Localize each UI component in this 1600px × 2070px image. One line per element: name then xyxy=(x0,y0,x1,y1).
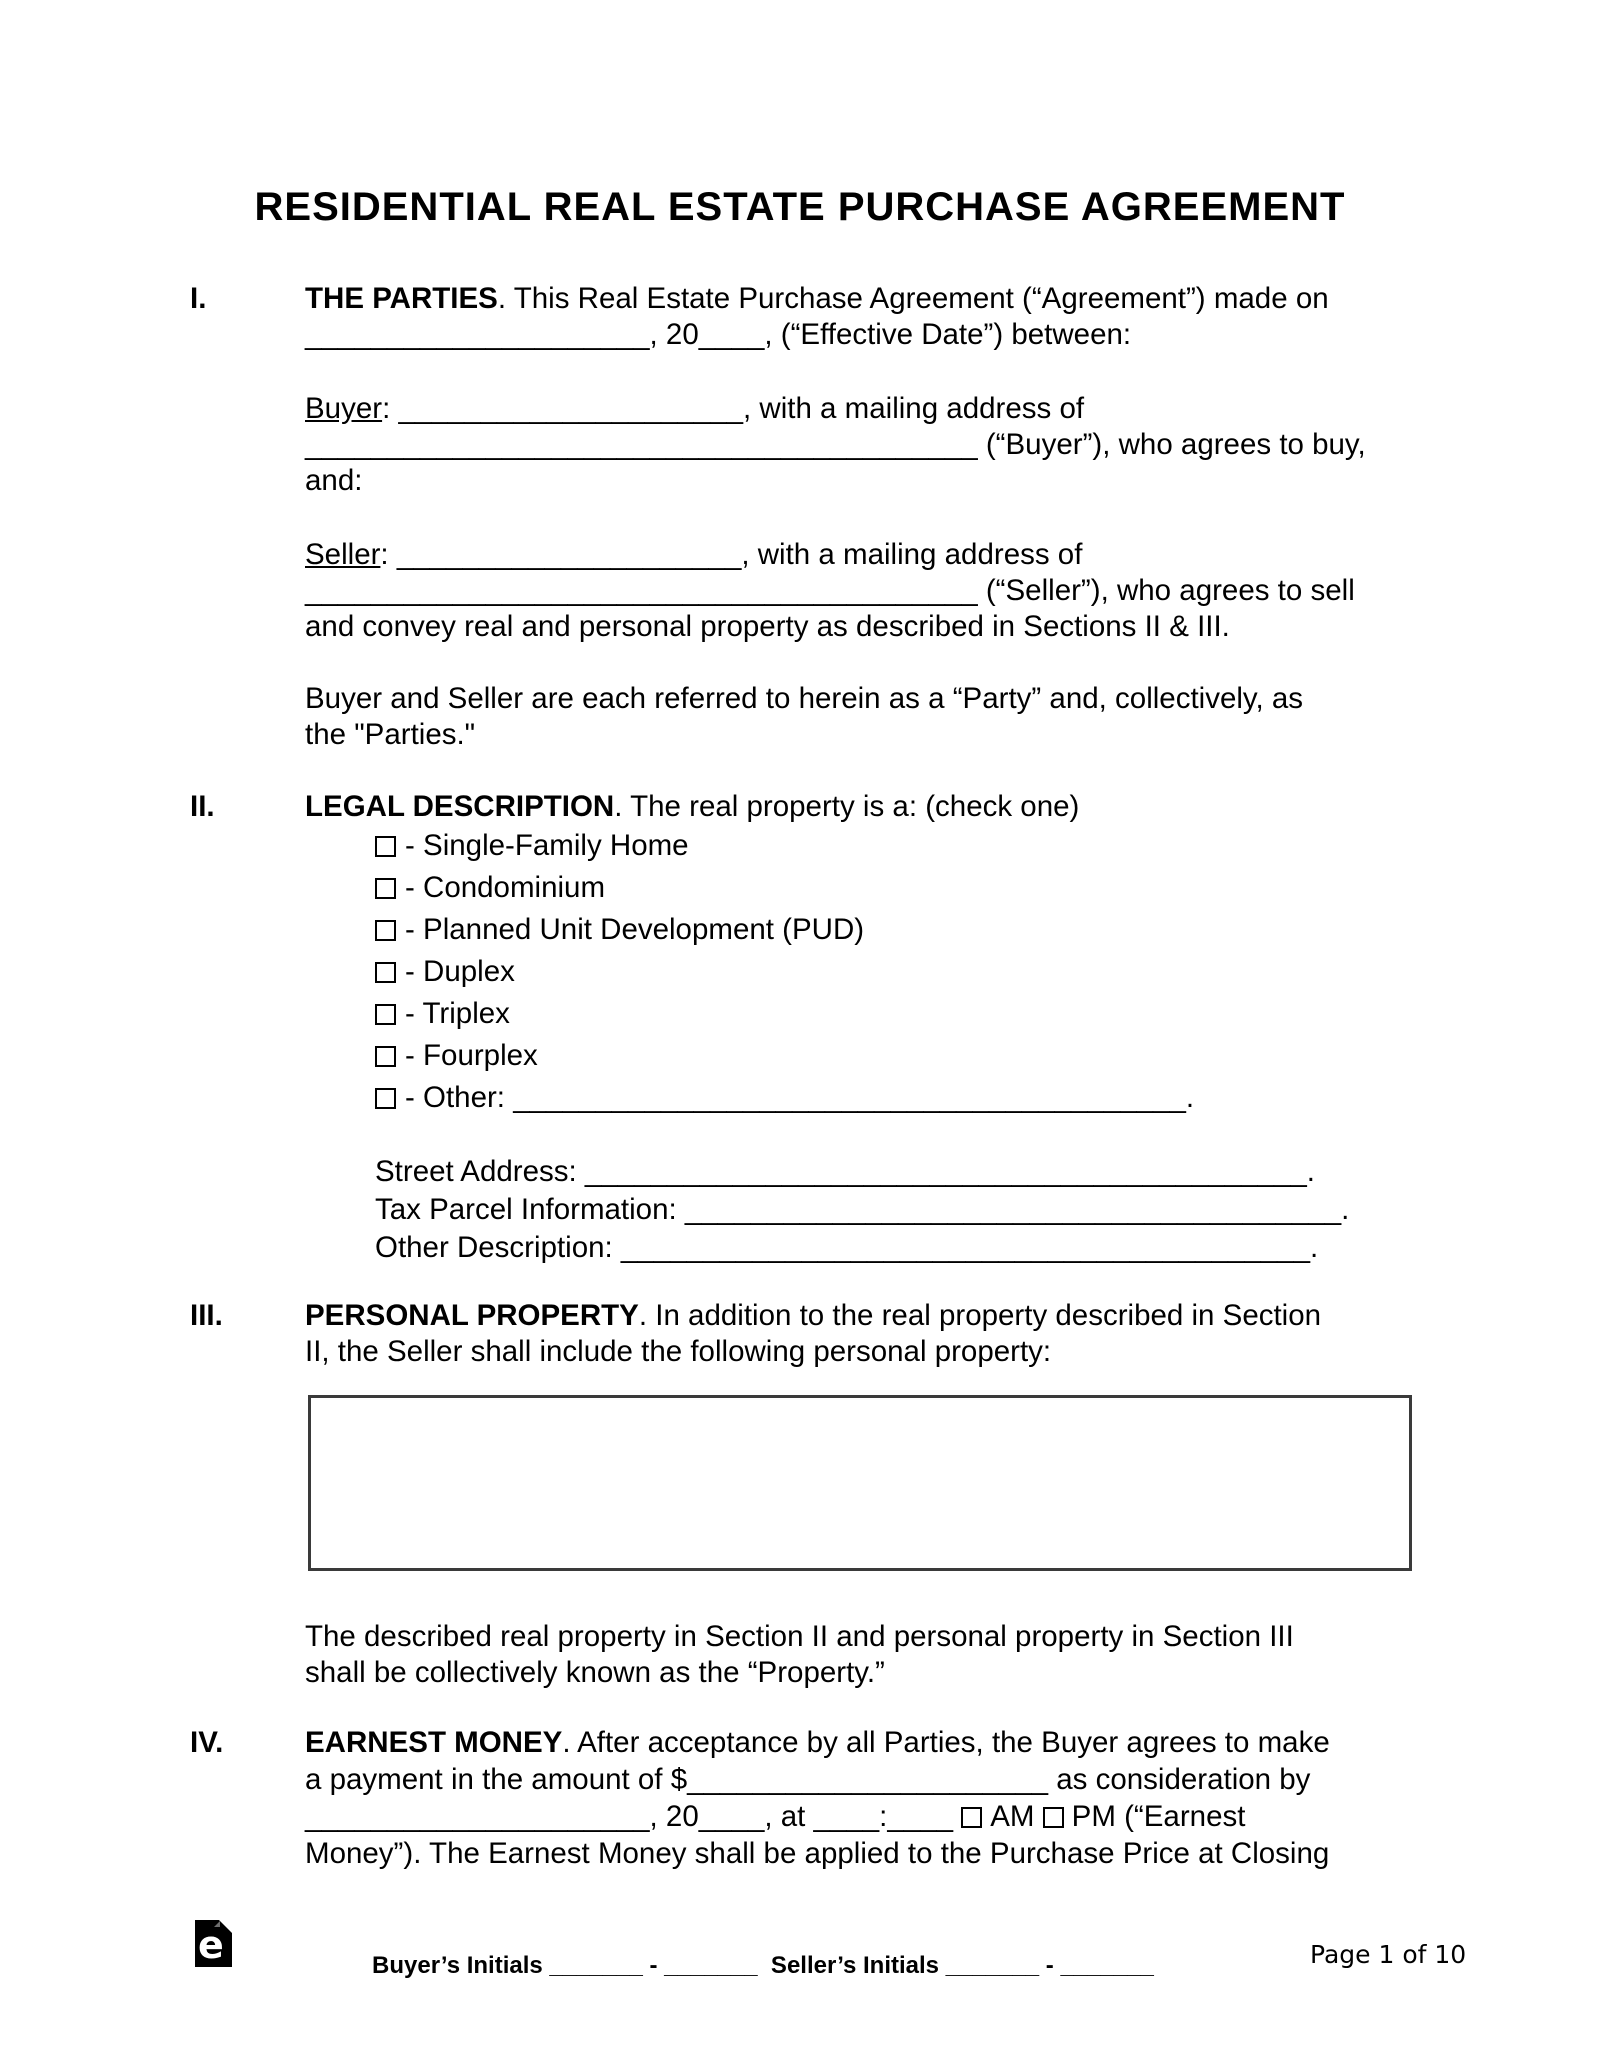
section-the-parties xyxy=(0,281,1600,353)
earnest-heading: EARNEST MONEY xyxy=(305,1726,563,1759)
earnest-date-time-line xyxy=(305,1798,1420,1835)
checkbox-fourplex[interactable] xyxy=(375,1046,396,1067)
checkbox-pm[interactable] xyxy=(1043,1807,1064,1828)
option-label: - Condominium xyxy=(405,871,606,904)
option-single-family-home xyxy=(375,825,1420,867)
section-numeral-3: III. xyxy=(190,1299,223,1332)
checkbox-duplex[interactable] xyxy=(375,962,396,983)
pm-label: PM xyxy=(1071,1800,1116,1833)
other-description-line: Other Description: __________________________________________. xyxy=(375,1231,1319,1264)
section-earnest-money xyxy=(0,1724,1600,1872)
collective-line-2: the "Parties." xyxy=(305,718,476,751)
tax-parcel-line: Tax Parcel Information: ________________________________________. xyxy=(375,1193,1350,1226)
collective-line-1: Buyer and Seller are each referred to herein as a “Party” and, collectively, as xyxy=(305,682,1304,715)
option-label: - Planned Unit Development (PUD) xyxy=(405,913,865,946)
street-address-line: Street Address: ____________________________________________. xyxy=(375,1155,1315,1188)
eforms-logo xyxy=(195,1920,232,1967)
seller-name-blank: : _____________________, with a mailing address of xyxy=(380,538,1083,571)
checkbox-condominium[interactable] xyxy=(375,878,396,899)
initials-footer-line: Buyer’s Initials _______ - _______ Seller’s Initials _______ - _______ xyxy=(372,1952,1154,1979)
personal-heading-rest: . In addition to the real property described in Section xyxy=(638,1299,1322,1332)
option-pud xyxy=(375,909,1420,951)
checkbox-single-family-home[interactable] xyxy=(375,836,396,857)
personal-line-2: II, the Seller shall include the following personal property: xyxy=(305,1335,1052,1368)
other-option-blank: - Other: _________________________________________. xyxy=(405,1081,1195,1114)
page-title: RESIDENTIAL REAL ESTATE PURCHASE AGREEMENT xyxy=(254,185,1346,229)
checkbox-other[interactable] xyxy=(375,1088,396,1109)
seller-label: Seller xyxy=(305,538,381,571)
buyer-label: Buyer xyxy=(305,392,383,425)
earnest-amount-blank-line: a payment in the amount of $______________________ as consideration by xyxy=(305,1763,1311,1796)
option-duplex xyxy=(375,951,1420,993)
page-number: Page 1 of 10 xyxy=(1310,1940,1467,1969)
earnest-line-4: Money”). The Earnest Money shall be applied to the Purchase Price at Closing xyxy=(305,1837,1330,1870)
collective-paragraph xyxy=(305,681,1420,753)
parties-heading: THE PARTIES xyxy=(305,282,498,315)
option-fourplex xyxy=(375,1035,1420,1077)
option-label: - Fourplex xyxy=(405,1039,538,1072)
seller-line-3: and convey real and personal property as described in Sections II & III. xyxy=(305,610,1230,643)
eforms-logo-letter: e xyxy=(198,1923,224,1967)
legal-heading-rest: . The real property is a: (check one) xyxy=(614,790,1080,823)
property-type-checklist xyxy=(305,825,1420,1119)
section-numeral-2: II. xyxy=(190,790,215,823)
property-address-block xyxy=(375,1153,1600,1267)
parties-heading-rest: . This Real Estate Purchase Agreement (“Agreement”) made on xyxy=(497,282,1329,315)
option-label: - Duplex xyxy=(405,955,515,988)
option-label: - Triplex xyxy=(405,997,510,1030)
legal-line-1 xyxy=(305,789,1420,825)
personal-line-1 xyxy=(305,1298,1420,1334)
earnest-date-time-blanks: _____________________, 20____, at ____:____ xyxy=(305,1800,962,1833)
earnest-line-1 xyxy=(305,1724,1420,1761)
buyer-name-blank: : _____________________, with a mailing address of xyxy=(382,392,1085,425)
legal-heading: LEGAL DESCRIPTION xyxy=(305,790,615,823)
buyer-line-1 xyxy=(305,391,1420,427)
checkbox-triplex[interactable] xyxy=(375,1004,396,1025)
checkbox-am[interactable] xyxy=(961,1807,982,1828)
buyer-paragraph xyxy=(305,391,1420,499)
seller-paragraph xyxy=(305,537,1420,645)
option-triplex xyxy=(375,993,1420,1035)
described-property-paragraph xyxy=(305,1619,1420,1691)
personal-property-box[interactable] xyxy=(308,1395,1412,1571)
section-legal-description xyxy=(0,789,1600,1119)
option-other xyxy=(375,1077,1420,1119)
section-numeral-4: IV. xyxy=(190,1726,224,1759)
buyer-address-blank-line: _________________________________________ (“Buyer”), who agrees to buy, xyxy=(305,428,1366,461)
section-numeral-1: I. xyxy=(190,282,207,315)
option-label: - Single-Family Home xyxy=(405,829,689,862)
seller-line-1 xyxy=(305,537,1420,573)
earnest-line-3-rest: (“Earnest xyxy=(1115,1800,1246,1833)
parties-line-1 xyxy=(305,281,1420,317)
seller-address-blank-line: _________________________________________ (“Seller”), who agrees to sell xyxy=(305,574,1355,607)
am-label: AM xyxy=(990,1800,1043,1833)
buyer-line-3: and: xyxy=(305,464,363,497)
earnest-heading-rest: . After acceptance by all Parties, the Buyer agrees to make xyxy=(562,1726,1330,1759)
section-personal-property xyxy=(0,1298,1600,1370)
described-line-1: The described real property in Section II and personal property in Section III xyxy=(305,1620,1294,1653)
personal-heading: PERSONAL PROPERTY xyxy=(305,1299,639,1332)
option-condominium xyxy=(375,867,1420,909)
described-line-2: shall be collectively known as the “Property.” xyxy=(305,1656,885,1689)
checkbox-pud[interactable] xyxy=(375,920,396,941)
effective-date-blank-line: _____________________, 20____, (“Effective Date”) between: xyxy=(305,318,1132,351)
